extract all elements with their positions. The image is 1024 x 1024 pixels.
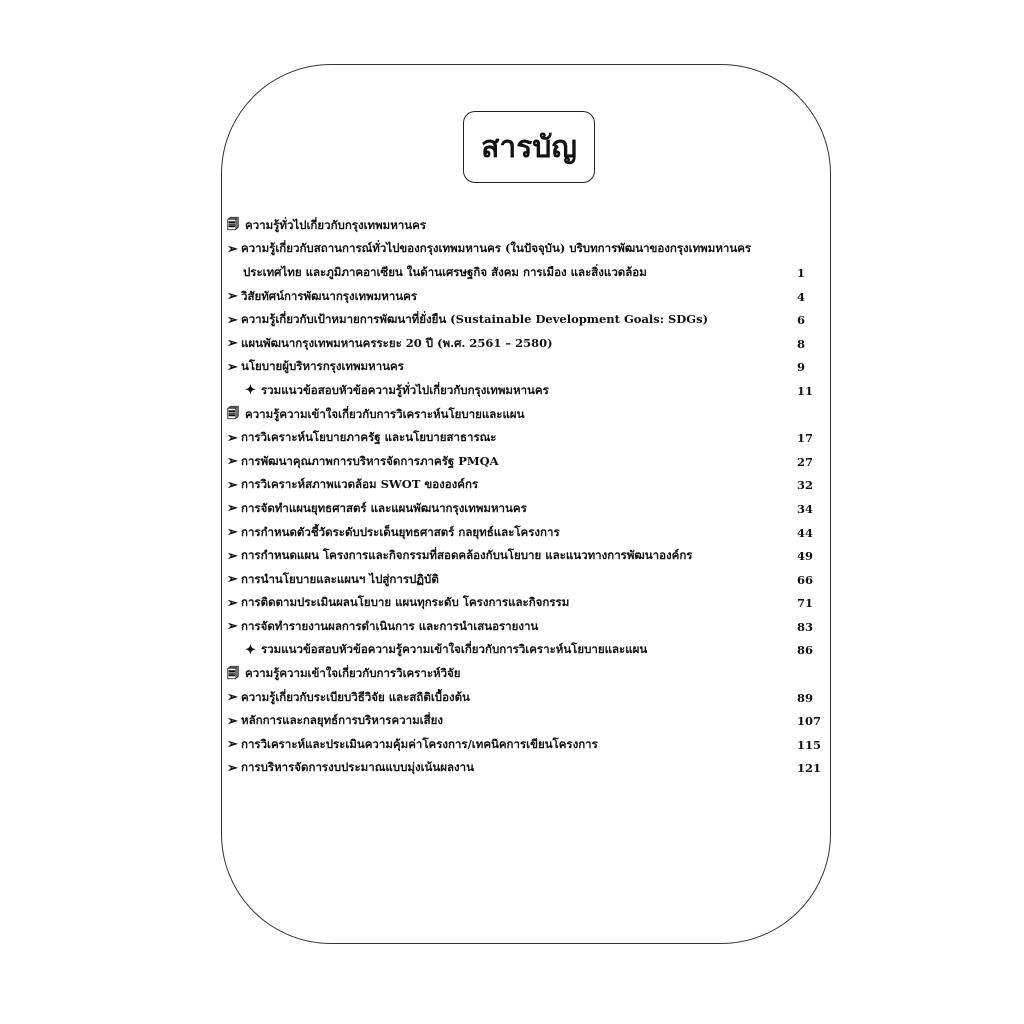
- toc-entry-text: รวมแนวข้อสอบหัวข้อความรู้ความเข้าใจเกี่ยวกับการวิเคราะห์นโยบายและแผน: [261, 642, 648, 657]
- toc-page-number: 27: [797, 454, 814, 469]
- arrow-icon: ➢: [227, 760, 238, 776]
- toc-entry-text: การวิเคราะห์นโยบายภาครัฐ และนโยบายสาธารณะ: [241, 430, 497, 445]
- arrow-icon: ➢: [227, 595, 238, 611]
- toc-page-number: 66: [797, 572, 814, 587]
- toc-page-number: 9: [797, 360, 806, 375]
- arrow-icon: ➢: [227, 501, 238, 517]
- arrow-icon: ➢: [227, 430, 238, 446]
- toc-entry-text: วิสัยทัศน์การพัฒนากรุงเทพมหานคร: [241, 288, 418, 303]
- arrow-icon: ➢: [227, 477, 238, 493]
- toc-page-number: 6: [797, 313, 806, 328]
- toc-entry-text: การติดตามประเมินผลนโยบาย แผนทุกระดับ โครงการและกิจกรรม: [241, 595, 570, 610]
- toc-page-number: 107: [797, 714, 822, 729]
- toc-page-number: 121: [797, 761, 822, 776]
- toc-item: [227, 568, 825, 592]
- toc-entry-text: การบริหารจัดการงบประมาณแบบมุ่งเน้นผลงาน: [241, 760, 474, 775]
- arrow-icon: ➢: [227, 572, 238, 588]
- toc-item: [227, 238, 825, 262]
- arrow-icon: ➢: [227, 713, 238, 729]
- arrow-icon: ➢: [227, 548, 238, 564]
- toc-entry-text: ความรู้ทั่วไปเกี่ยวกับกรุงเทพมหานคร: [245, 217, 427, 232]
- toc-page-number: 1: [797, 265, 806, 280]
- toc-page-number: 89: [797, 690, 814, 705]
- arrow-icon: ➢: [227, 289, 238, 305]
- toc-entry-text: การวิเคราะห์และประเมินความคุ้มค่าโครงการ/เทคนิคการเขียนโครงการ: [241, 736, 598, 751]
- book-icon: 🗐: [227, 217, 239, 232]
- toc-item: [227, 426, 825, 450]
- toc-section: [227, 214, 825, 238]
- toc-item: [227, 686, 825, 710]
- toc-entry-text: การพัฒนาคุณภาพการบริหารจัดการภาครัฐ PMQA: [241, 453, 499, 468]
- toc-entry-text: การนำนโยบายและแผนฯ ไปสู่การปฏิบัติ: [241, 571, 439, 586]
- arrow-icon: ➢: [227, 336, 238, 352]
- arrow-icon: ➢: [227, 619, 238, 635]
- toc-item: [227, 709, 825, 733]
- toc-item: [227, 261, 825, 285]
- arrow-icon: ➢: [227, 525, 238, 541]
- toc-entry-text: การวิเคราะห์สภาพแวดล้อม SWOT ขององค์กร: [241, 477, 479, 492]
- arrow-icon: ➢: [227, 737, 238, 753]
- toc-section: [227, 662, 825, 686]
- arrow-icon: ➢: [227, 312, 238, 328]
- toc-entry-text: การจัดทำรายงานผลการดำเนินการ และการนำเสนอรายงาน: [241, 618, 539, 633]
- toc-item: [227, 308, 825, 332]
- toc-item: [227, 592, 825, 616]
- toc-entry-text: การจัดทำแผนยุทธศาสตร์ และแผนพัฒนากรุงเทพมหานคร: [241, 500, 527, 515]
- toc-entry-text: การกำหนดตัวชี้วัดระดับประเด็นยุทธศาสตร์ กลยุทธ์และโครงการ: [241, 524, 560, 539]
- toc-item: [227, 332, 825, 356]
- toc-subitem: [227, 639, 825, 663]
- toc-page-number: 86: [797, 643, 814, 658]
- toc-entry-text: ความรู้เกี่ยวกับระเบียบวิธีวิจัย และสถิติเบื้องต้น: [241, 689, 470, 704]
- toc-section: [227, 403, 825, 427]
- book-icon: 🗐: [227, 665, 239, 680]
- arrow-icon: ➢: [227, 690, 238, 706]
- toc-entry-text: ความรู้ความเข้าใจเกี่ยวกับการวิเคราะห์วิจัย: [245, 666, 461, 681]
- table-of-contents: [227, 214, 825, 780]
- toc-page-number: 115: [797, 737, 822, 752]
- arrow-icon: ➢: [227, 454, 238, 470]
- toc-entry-text: หลักการและกลยุทธ์การบริหารความเสี่ยง: [241, 713, 443, 728]
- toc-item: [227, 474, 825, 498]
- arrow-icon: ➢: [227, 359, 238, 375]
- toc-page-number: 32: [797, 478, 814, 493]
- toc-page-number: 17: [797, 431, 814, 446]
- toc-entry-text: นโยบายผู้บริหารกรุงเทพมหานคร: [241, 359, 404, 374]
- toc-item: [227, 285, 825, 309]
- toc-item: [227, 450, 825, 474]
- toc-page-number: 49: [797, 549, 814, 564]
- toc-item: [227, 733, 825, 757]
- toc-entry-text: การกำหนดแผน โครงการและกิจกรรมที่สอดคล้องกับนโยบาย และแนวทางการพัฒนาองค์กร: [241, 548, 693, 563]
- toc-page-number: 44: [797, 525, 814, 540]
- toc-item: [227, 497, 825, 521]
- toc-page-number: 83: [797, 619, 814, 634]
- toc-subitem: [227, 379, 825, 403]
- toc-item: [227, 356, 825, 380]
- toc-entry-text: รวมแนวข้อสอบหัวข้อความรู้ทั่วไปเกี่ยวกับกรุงเทพมหานคร: [261, 382, 549, 397]
- toc-item: [227, 521, 825, 545]
- toc-page-number: 11: [797, 383, 814, 398]
- toc-entry-text: ความรู้เกี่ยวกับเป้าหมายการพัฒนาที่ยั่งยืน (Sustainable Development Goals: SDGs): [241, 312, 709, 327]
- toc-page-number: 34: [797, 501, 814, 516]
- page-title: สารบัญ: [481, 129, 577, 165]
- toc-item: [227, 544, 825, 568]
- toc-page-number: 8: [797, 336, 806, 351]
- arrow-icon: ➢: [227, 241, 238, 257]
- book-icon: 🗐: [227, 406, 239, 421]
- toc-item: [227, 757, 825, 781]
- toc-entry-text: ประเทศไทย และภูมิภาคอาเซียน ในด้านเศรษฐกิจ สังคม การเมือง และสิ่งแวดล้อม: [243, 264, 647, 279]
- toc-item: [227, 615, 825, 639]
- toc-entry-text: ความรู้เกี่ยวกับสถานการณ์ทั่วไปของกรุงเทพมหานคร (ในปัจจุบัน) บริบทการพัฒนาของกรุงเทพมหานคร: [241, 241, 752, 256]
- toc-entry-text: ความรู้ความเข้าใจเกี่ยวกับการวิเคราะห์นโยบายและแผน: [245, 406, 525, 421]
- title-box: [463, 111, 595, 183]
- toc-page-number: 4: [797, 289, 806, 304]
- toc-entry-text: แผนพัฒนากรุงเทพมหานครระยะ 20 ปี (พ.ศ. 2561 – 2580): [241, 335, 553, 350]
- star-icon: ✦: [245, 383, 256, 399]
- star-icon: ✦: [245, 642, 256, 658]
- toc-page-number: 71: [797, 596, 814, 611]
